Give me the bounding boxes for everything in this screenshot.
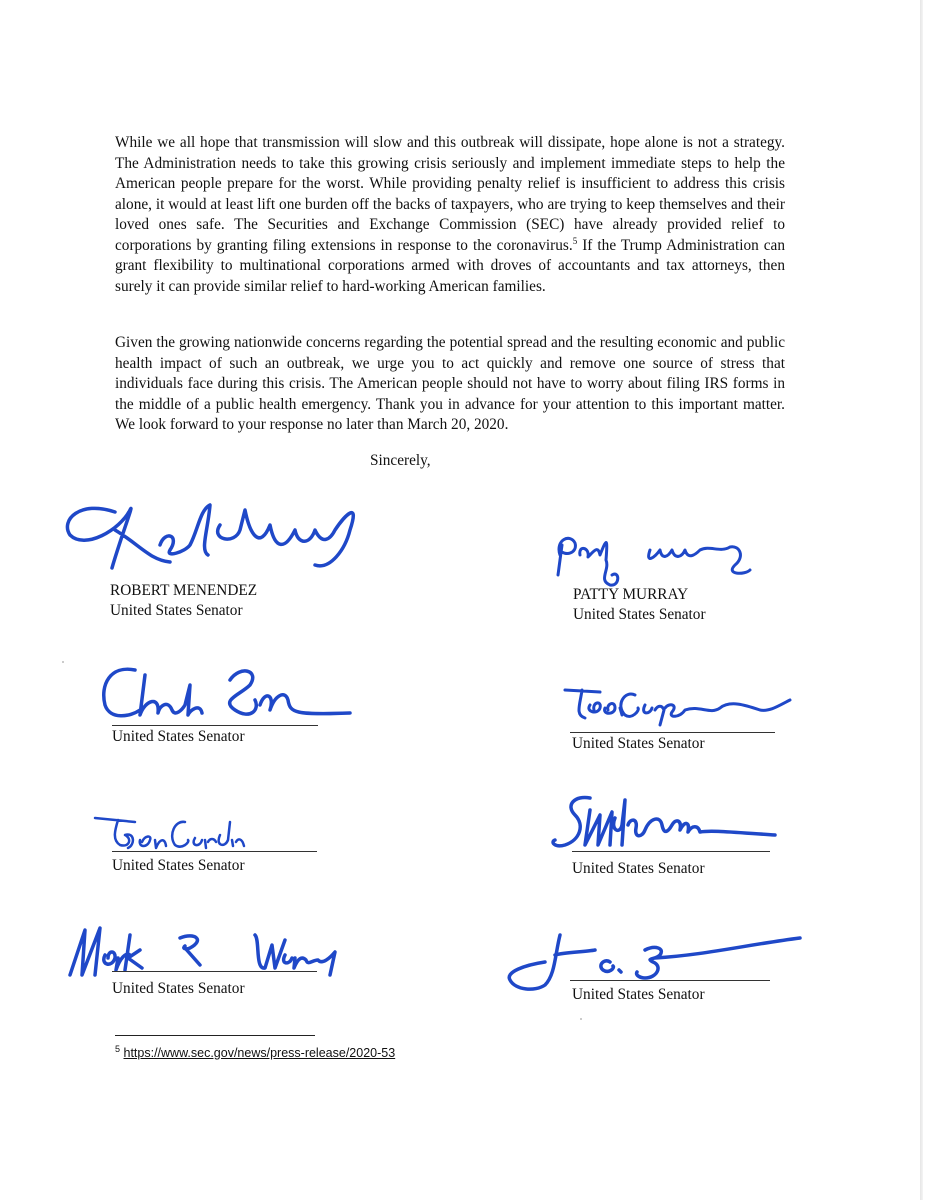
- signatory-title: United States Senator: [112, 980, 245, 997]
- signature-block-murray: [520, 525, 820, 635]
- signatory-name: ROBERT MENENDEZ: [110, 582, 258, 599]
- signatory-name: PATTY MURRAY: [573, 586, 689, 603]
- scan-speck: [62, 661, 64, 663]
- footnote-link[interactable]: https://www.sec.gov/news/press-release/2020-53: [123, 1046, 396, 1060]
- closing-salutation: Sincerely,: [370, 452, 431, 469]
- signature-block-menendez: [60, 490, 360, 630]
- signatory-title: United States Senator: [573, 606, 706, 623]
- signature-block-cardin: [90, 810, 390, 880]
- signature-line: [112, 851, 317, 852]
- signature-line: [112, 971, 317, 972]
- paragraph-1-text-a: While we all hope that transmission will slow and this outbreak will dissipate, hope alone is not a strategy. The Administration needs to take this growing crisis seriously and implement immediate steps to help the American people prepare for the worst. While providing penalty relief is insufficient to address this crisis alone, it would at least lift one burden off the backs of taxpayers, who are trying to keep themselves and their loved ones safe. The Securities and Exchange Commission (SEC) have already provided relief to corporations by granting filing extensions in response to the coronavirus.: [115, 134, 785, 254]
- signatory-title: United States Senator: [112, 728, 245, 745]
- scan-speck: [580, 1018, 582, 1020]
- signatory-title: United States Senator: [112, 857, 245, 874]
- signature-schumer: [90, 655, 360, 730]
- signature-line: [112, 725, 318, 726]
- signature-line: [570, 980, 770, 981]
- signature-menendez: [60, 490, 370, 580]
- footnote-marker: 5: [115, 1043, 121, 1054]
- signature-block-whitehouse: [550, 790, 850, 890]
- scan-edge-shadow: [920, 0, 923, 1200]
- signature-cardin: [90, 810, 300, 855]
- signatory-title: United States Senator: [110, 602, 243, 619]
- signature-block-jcb: [505, 930, 805, 1010]
- signatory-title: United States Senator: [572, 735, 705, 752]
- signature-block-carper: [560, 680, 860, 760]
- footnote-reference: 5: [572, 235, 578, 246]
- signatory-title: United States Senator: [572, 986, 705, 1003]
- signature-block-schumer: [90, 655, 390, 755]
- letter-paragraph-2: Given the growing nationwide concerns regarding the potential spread and the resulting economic and public health impact of such an outbreak, we urge you to act quickly and remove one source of stress that individuals face during this crisis. The American people should not have to worry about filing IRS forms in the middle of a public health emergency. Thank you in advance for your attention to this important matter. We look forward to your response no later than March 20, 2020.: [115, 334, 785, 433]
- signatory-title: United States Senator: [572, 860, 705, 877]
- signature-carper: [560, 680, 800, 730]
- paragraph-1-text-b: If the Trump Administration can grant flexibility to multinational corporations armed with droves of accountants and tax attorneys, then surely it can provide similar relief to hard-working American families.: [115, 236, 785, 295]
- signature-line: [572, 851, 770, 852]
- letter-paragraph-1: [115, 133, 785, 297]
- signature-line: [570, 732, 775, 733]
- footnote: [115, 1043, 396, 1060]
- signature-block-warner: [60, 920, 360, 1010]
- signature-whitehouse: [550, 790, 790, 855]
- footnote-divider: [115, 1035, 315, 1036]
- signature-murray: [550, 525, 780, 595]
